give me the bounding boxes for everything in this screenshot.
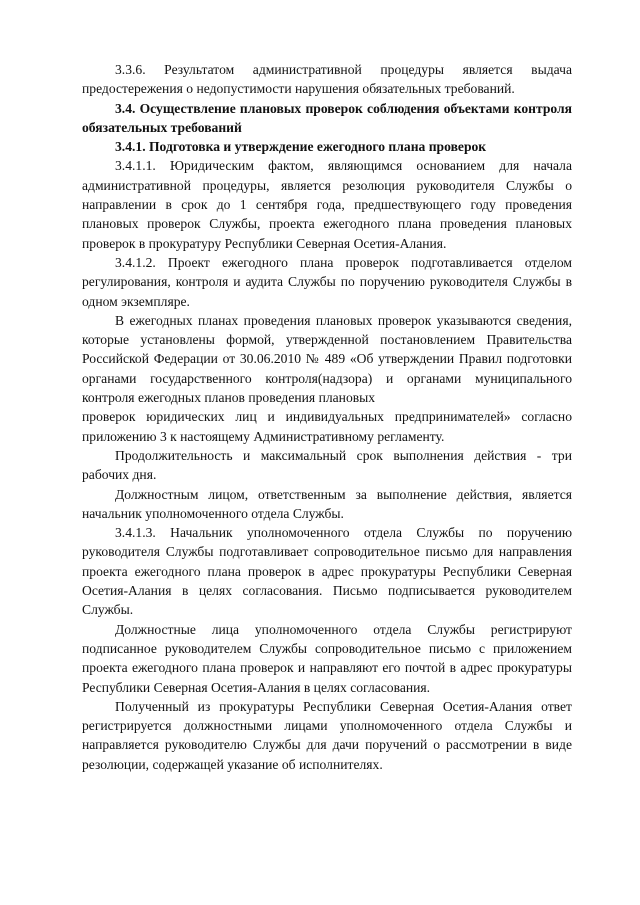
paragraph-3-3-6: 3.3.6. Результатом административной процедуры является выдача предостережения о недопустимости нарушения обязательных требований. xyxy=(82,62,572,97)
paragraph-registration: Должностные лица уполномоченного отдела Службы регистрируют подписанное руководителем Службы сопроводительное письмо с приложением проекта ежегодного плана проверок и направляют его почтой в адрес прокуратуры Республики Северная Осетия-Алания в целях согласования. xyxy=(82,621,572,695)
section-heading-3-4: 3.4. Осуществление плановых проверок соблюдения объектами контроля обязательных требований xyxy=(82,100,572,135)
paragraph-annual-plans: В ежегодных планах проведения плановых проверок указываются сведения, которые установлены формой, утвержденной постановлением Правительства Российской Федерации от 30.06.2010 № 489 «Об утверждении Правил подготовки органами государственного контроля(надзора) и органами муниципального контроля ежегодных планов проведения плановых xyxy=(82,312,572,406)
paragraph-annual-plans-continued: проверок юридических лиц и индивидуальных предпринимателей» согласно приложению 3 к настоящему Административному регламенту. xyxy=(82,409,572,444)
subsection-heading-3-4-1: 3.4.1. Подготовка и утверждение ежегодного плана проверок xyxy=(115,139,487,155)
paragraph-response: Полученный из прокуратуры Республики Северная Осетия-Алания ответ регистрируется должностными лицами уполномоченного отдела Службы и направляется руководителю Службы для дачи поручений о рассмотрении в виде резолюции, содержащей указание об исполнителях. xyxy=(82,698,572,772)
paragraph-3-4-1-3: 3.4.1.3. Начальник уполномоченного отдела Службы по поручению руководителя Службы подготавливает сопроводительное письмо для направления проекта ежегодного плана проверок в адрес прокуратуры Республики Северная Осетия-Алания в целях согласования. Письмо подписывается руководителем Службы. xyxy=(82,525,572,618)
paragraph-3-4-1-2: 3.4.1.2. Проект ежегодного плана проверок подготавливается отделом регулирования, контроля и аудита Службы по поручению руководителя Службы в одном экземпляре. xyxy=(82,254,572,309)
paragraph-duration: Продолжительность и максимальный срок выполнения действия - три рабочих дня. xyxy=(82,447,572,483)
paragraph-responsible-person: Должностным лицом, ответственным за выполнение действия, является начальник уполномоченного отдела Службы. xyxy=(82,486,572,521)
document-page xyxy=(82,60,572,774)
paragraph-3-4-1-1: 3.4.1.1. Юридическим фактом, являющимся основанием для начала административной процедуры, является резолюция руководителя Службы о направлении в срок до 1 сентября года, предшествующего году проведения плановых проверок Службы, проекта ежегодного плана проведения плановых проверок в прокуратуру Республики Северная Осетия-Алания. xyxy=(82,158,572,251)
